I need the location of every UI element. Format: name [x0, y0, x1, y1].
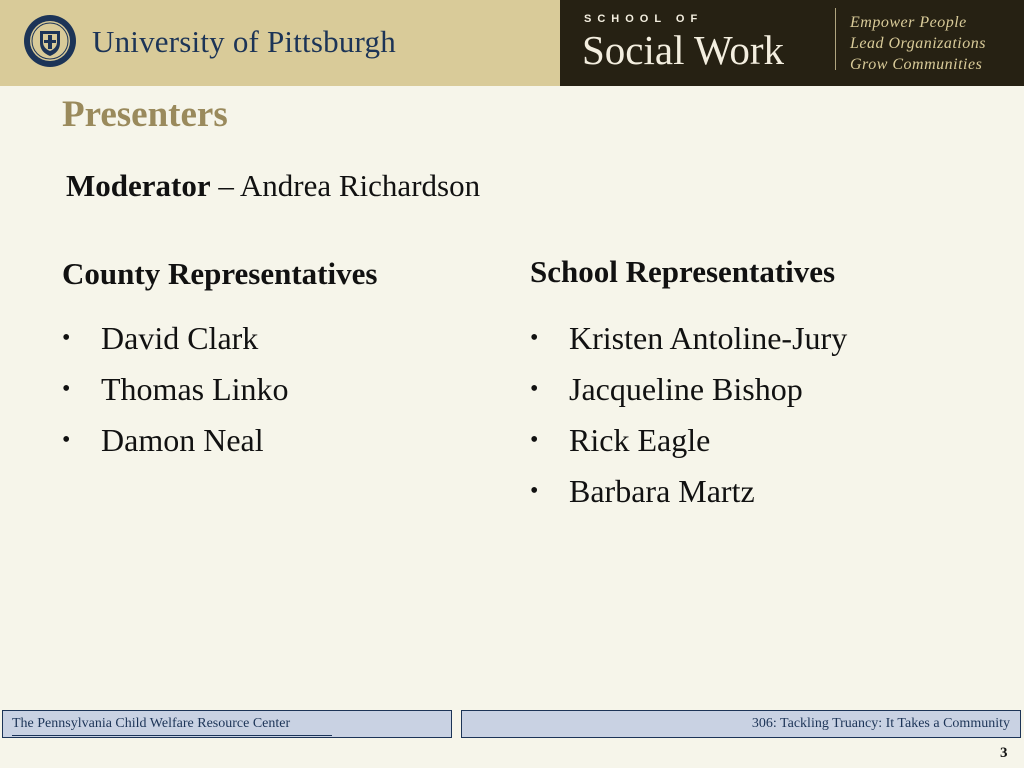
list-item [62, 369, 289, 420]
list-item [530, 471, 847, 522]
moderator-name: Andrea Richardson [239, 168, 481, 203]
footer-organization-text: The Pennsylvania Child Welfare Resource Center [12, 716, 291, 731]
university-logo-area [0, 0, 560, 86]
presenter-name: Kristen Antoline-Jury [569, 320, 848, 356]
tagline-line: Lead Organizations [850, 35, 986, 52]
presenter-name: Barbara Martz [569, 473, 755, 509]
school-logo-area [560, 0, 1024, 86]
bullet-icon: • [530, 325, 539, 351]
list-item [62, 318, 289, 369]
moderator-line [66, 168, 480, 204]
presenter-name: Damon Neal [101, 422, 264, 458]
bullet-icon: • [62, 376, 71, 402]
slide-title: Presenters [62, 94, 228, 135]
presenter-name: David Clark [101, 320, 259, 356]
list-item [530, 420, 847, 471]
page-number: 3 [1000, 745, 1008, 761]
footer-course [461, 710, 1021, 738]
bullet-icon: • [62, 325, 71, 351]
school-of-label: SCHOOL OF [584, 13, 704, 25]
tagline-line: Grow Communities [850, 56, 983, 73]
social-work-label: Social Work [582, 27, 785, 73]
bullet-icon: • [530, 376, 539, 402]
logo-divider [835, 8, 836, 70]
header-banner [0, 0, 1024, 86]
school-heading: School Representatives [530, 254, 836, 289]
bullet-icon: • [530, 427, 539, 453]
university-seal-icon [23, 14, 77, 68]
bullet-icon: • [62, 427, 71, 453]
list-item [62, 420, 289, 471]
bullet-icon: • [530, 478, 539, 504]
county-heading: County Representatives [62, 256, 378, 291]
list-item [530, 318, 847, 369]
footer-organization [2, 710, 452, 738]
presenter-name: Rick Eagle [569, 422, 711, 458]
moderator-label: Moderator [66, 168, 211, 203]
footer-underline [12, 735, 332, 736]
presenter-name: Jacqueline Bishop [569, 371, 803, 407]
footer-course-text: 306: Tackling Truancy: It Takes a Community [751, 716, 1010, 731]
school-list [530, 318, 847, 522]
county-list [62, 318, 289, 471]
list-item [530, 369, 847, 420]
school-tagline [850, 12, 986, 75]
presenter-name: Thomas Linko [101, 371, 289, 407]
tagline-line: Empower People [850, 14, 967, 31]
university-name: University of Pittsburgh [92, 24, 396, 59]
moderator-separator: – [210, 168, 240, 203]
